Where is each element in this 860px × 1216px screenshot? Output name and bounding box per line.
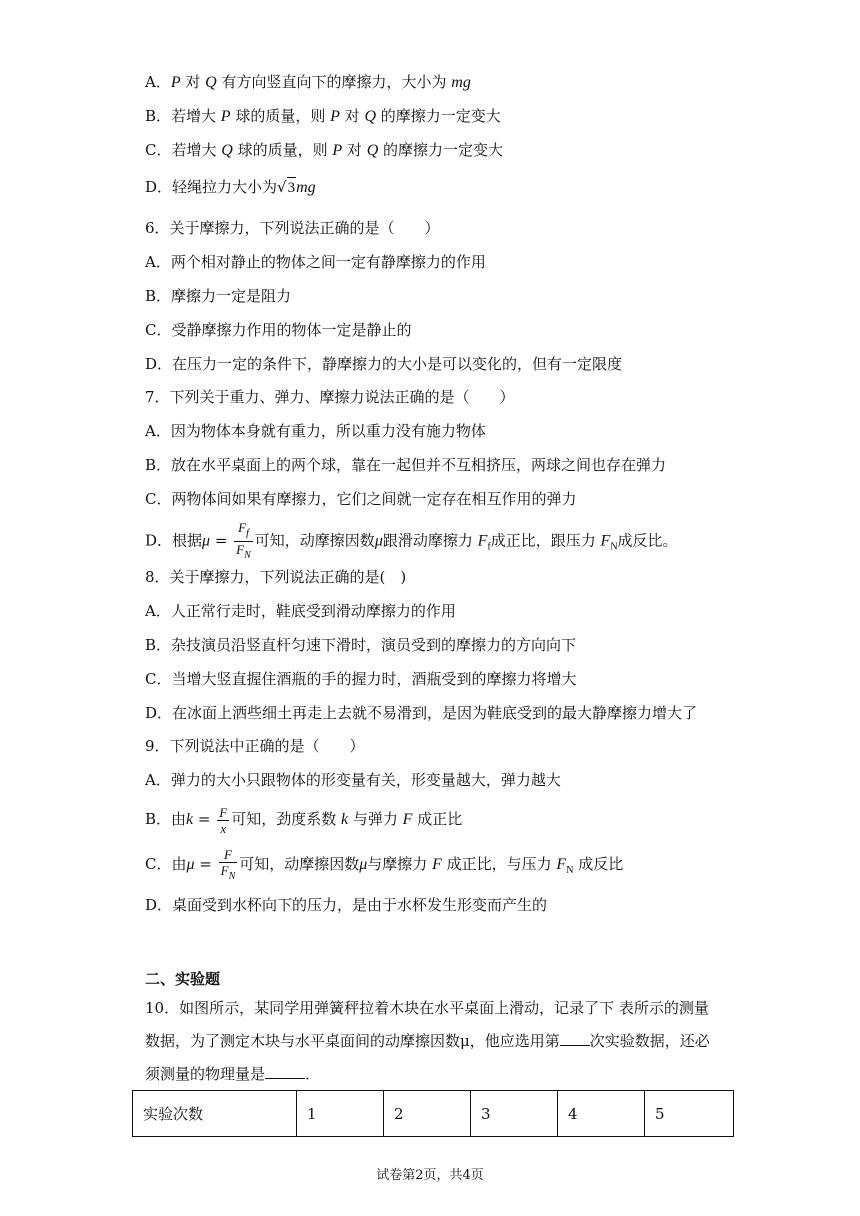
text: D．轻绳拉力大小为 xyxy=(145,178,278,196)
q7-stem: 7．下列关于重力、弹力、摩擦力说法正确的是（ ） xyxy=(145,388,515,406)
var-F: F xyxy=(477,532,488,550)
text: 成反比。 xyxy=(617,531,678,550)
var-F: F xyxy=(236,542,245,557)
var-P: P xyxy=(330,108,340,125)
text: 对 xyxy=(339,107,365,125)
var-mg: mg xyxy=(296,179,316,196)
q8-option-c: C．当增大竖直握住酒瓶的手的握力时，酒瓶受到的摩擦力将增大 xyxy=(145,670,577,688)
q6-stem: 6．关于摩擦力，下列说法正确的是（ ） xyxy=(145,219,440,237)
var-mu: μ xyxy=(374,532,383,550)
var-Q: Q xyxy=(364,108,377,125)
var-Q: Q xyxy=(205,74,217,91)
subscript: N xyxy=(228,870,236,882)
q10-line3 xyxy=(145,1064,320,1084)
text: C．若增大 xyxy=(145,141,222,159)
var-P: P xyxy=(332,142,343,159)
text: 成正比 xyxy=(412,810,463,828)
text: B．由 xyxy=(145,810,187,828)
q8-option-b: B．杂技演员沿竖直杆匀速下滑时，演员受到的摩擦力的方向向下 xyxy=(145,636,577,654)
text: 次实验数据，还必 xyxy=(589,1032,710,1050)
text: C．由 xyxy=(145,855,187,873)
table-cell: 3 xyxy=(471,1091,558,1137)
option-label: A． xyxy=(145,73,171,91)
q5-option-a xyxy=(145,72,471,93)
q6-option-d: D．在压力一定的条件下，静摩擦力的大小是可以变化的，但有一定限度 xyxy=(145,355,623,373)
var-F: F xyxy=(556,856,567,873)
q7-option-d xyxy=(145,520,678,566)
q6-option-b: B．摩擦力一定是阻力 xyxy=(145,287,292,305)
q9-option-c xyxy=(145,846,623,889)
page-footer: 试卷第2页，共4页 xyxy=(376,1168,484,1183)
text: 球的质量，则 xyxy=(230,107,331,125)
q5-option-c xyxy=(145,140,503,161)
table-row xyxy=(133,1091,734,1137)
text: 的摩擦力一定变大 xyxy=(376,107,501,125)
var-mu: μ xyxy=(359,856,368,873)
answer-blank-1[interactable] xyxy=(560,1031,590,1046)
text: 对 xyxy=(342,141,367,159)
subscript: f xyxy=(246,528,249,539)
q5-option-b xyxy=(145,106,501,127)
fraction xyxy=(234,520,253,563)
q10-line1: 10．如图所示，某同学用弹簧秤拉着木块在水平桌面上滑动，记录了下 表所示的测量 xyxy=(145,999,709,1017)
q9-stem: 9．下列说法中正确的是（ ） xyxy=(145,737,365,755)
var-k: k xyxy=(186,811,194,828)
equals: = xyxy=(193,810,216,828)
text: 成反比 xyxy=(573,855,624,873)
q5-option-d xyxy=(145,177,316,198)
fraction-denominator: x xyxy=(220,820,227,836)
var-P: P xyxy=(220,108,231,125)
text: 数据，为了测定木块与水平桌面间的动摩擦因数μ，他应选用第 xyxy=(145,1032,560,1050)
text: 可知，动摩擦因数 xyxy=(254,531,375,550)
var-F: F xyxy=(600,532,611,550)
var-Q: Q xyxy=(366,142,379,159)
answer-blank-2[interactable] xyxy=(265,1064,305,1079)
text: 有方向竖直向下的摩擦力，大小为 xyxy=(216,73,452,91)
var-F: F xyxy=(220,862,229,878)
var-F: F xyxy=(432,856,442,873)
fraction-denominator xyxy=(219,863,238,884)
text: 的摩擦力一定变大 xyxy=(378,141,504,159)
var-mg: mg xyxy=(451,74,471,91)
q7-option-b: B．放在水平桌面上的两个球，靠在一起但并不互相挤压，两球之间也存在弹力 xyxy=(145,456,667,474)
section-heading: 二、实验题 xyxy=(145,970,221,988)
sqrt-sign: √ xyxy=(277,178,287,196)
var-F: F xyxy=(238,520,247,535)
text: 跟滑动摩擦力 xyxy=(382,531,478,550)
q10-line2 xyxy=(145,1031,710,1051)
fraction-numerator xyxy=(234,520,253,542)
subscript: N xyxy=(610,541,618,553)
table-cell: 2 xyxy=(384,1091,471,1137)
q8-option-d: D．在冰面上洒些细土再走上去就不易滑到，是因为鞋底受到的最大静摩擦力增大了 xyxy=(145,704,698,722)
q8-stem: 8．关于摩擦力，下列说法正确的是( ) xyxy=(145,568,407,586)
text: 对 xyxy=(180,73,206,91)
text: 成正比，跟压力 xyxy=(490,531,601,550)
var-k: k xyxy=(340,811,349,828)
subscript: N xyxy=(244,550,251,561)
var-F: F xyxy=(402,811,413,828)
sqrt-arg: 3 xyxy=(287,177,297,198)
table-cell: 5 xyxy=(645,1091,734,1137)
q9-option-b xyxy=(145,801,462,838)
table-cell: 4 xyxy=(558,1091,645,1137)
fraction xyxy=(219,847,238,884)
fraction-numerator: F xyxy=(219,847,238,863)
var-Q: Q xyxy=(221,142,233,159)
q7-option-c: C．两物体间如果有摩擦力，它们之间就一定存在相互作用的弹力 xyxy=(145,490,577,508)
fraction-numerator: F xyxy=(219,804,228,820)
q8-option-a: A．人正常行走时，鞋底受到滑动摩擦力的作用 xyxy=(145,602,456,620)
text: 成正比，与压力 xyxy=(441,855,557,873)
text: 可知，动摩擦因数 xyxy=(239,855,360,873)
experiment-table xyxy=(132,1090,734,1137)
q9-option-a: A．弹力的大小只跟物体的形变量有关，形变量越大，弹力越大 xyxy=(145,771,561,789)
table-header-cell: 实验次数 xyxy=(133,1091,297,1137)
q7-option-a: A．因为物体本身就有重力，所以重力没有施力物体 xyxy=(145,422,486,440)
text: 球的质量，则 xyxy=(232,141,333,159)
subscript: f xyxy=(487,541,491,553)
text: 与摩擦力 xyxy=(367,855,433,873)
table-cell: 1 xyxy=(297,1091,384,1137)
var-P: P xyxy=(170,74,181,91)
equals: = xyxy=(210,531,233,550)
var-mu: μ xyxy=(186,856,195,873)
q6-option-a: A．两个相对静止的物体之间一定有静摩擦力的作用 xyxy=(145,253,486,271)
var-mu: μ xyxy=(202,532,211,550)
text: 须测量的物理量是 xyxy=(145,1065,266,1083)
q6-option-c: C．受静摩擦力作用的物体一定是静止的 xyxy=(145,321,412,339)
text: ． xyxy=(305,1065,321,1083)
text: 与弹力 xyxy=(348,810,403,828)
text: B．若增大 xyxy=(145,107,221,125)
fraction xyxy=(217,805,229,836)
subscript: N xyxy=(566,865,574,876)
text: D．根据 xyxy=(145,531,203,550)
fraction-denominator xyxy=(234,542,253,563)
equals: = xyxy=(194,855,217,873)
q9-option-d: D．桌面受到水杯向下的压力，是由于水杯发生形变而产生的 xyxy=(145,896,548,914)
text: 可知，劲度系数 xyxy=(231,810,341,828)
